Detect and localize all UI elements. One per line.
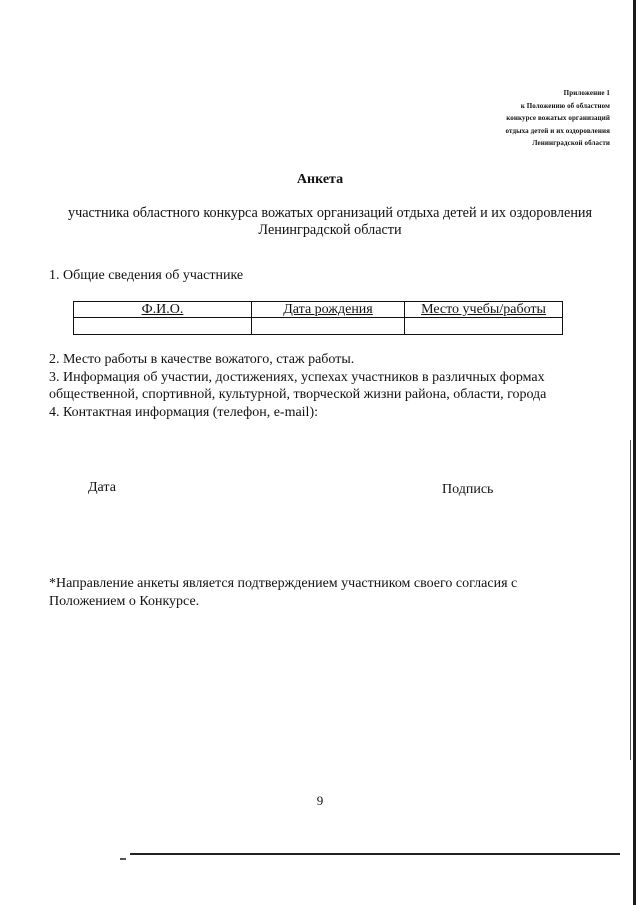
signature-label: Подпись (442, 482, 494, 497)
footnote (49, 575, 609, 611)
subtitle-line-1: участника областного конкурса вожатых организаций отдыха детей и их оздоровления (67, 205, 593, 221)
footnote-line-1: *Направление анкеты является подтверждением участником своего согласия с (49, 576, 518, 591)
table-row (74, 318, 563, 335)
subtitle-line-2: Ленинградской области (258, 222, 402, 238)
participant-info-table (73, 301, 563, 335)
form-items (49, 351, 609, 421)
column-header-label: Ф.И.О. (141, 302, 184, 317)
column-header-name (74, 302, 252, 318)
cell-birthdate[interactable] (252, 318, 405, 335)
date-label: Дата (88, 480, 116, 495)
section-heading-general-info: 1. Общие сведения об участнике (49, 268, 244, 283)
appendix-line: к Положению об областном (520, 101, 610, 110)
column-header-label: Место учебы/работы (421, 302, 546, 317)
cell-study-work[interactable] (405, 318, 563, 335)
form-subtitle (40, 205, 620, 239)
footnote-line-2: Положением о Конкурсе. (49, 594, 200, 609)
item-3-participation-line-1: 3. Информация об участии, достижениях, успехах участников в различных формах (49, 369, 545, 385)
scan-edge-line (633, 0, 636, 905)
appendix-line: Приложение 1 (563, 89, 610, 97)
column-header-birthdate (252, 302, 405, 318)
form-title: Анкета (296, 172, 344, 187)
scan-bottom-line (130, 853, 620, 855)
column-header-study-work (405, 302, 563, 318)
scan-bottom-mark (120, 858, 126, 860)
item-3-participation-line-2: общественной, спортивной, культурной, творческой жизни района, области, города (49, 387, 547, 402)
item-4-contact-info: 4. Контактная информация (телефон, e-mail): (49, 404, 319, 420)
item-2-work-experience: 2. Место работы в качестве вожатого, стаж работы. (49, 352, 355, 367)
table-header-row (74, 302, 563, 318)
cell-name[interactable] (74, 318, 252, 335)
appendix-line: Ленинградской области (532, 139, 610, 147)
scan-edge-shadow (630, 440, 631, 760)
page-number: 9 (316, 793, 324, 808)
appendix-line: конкурсе вожатых организаций (506, 114, 610, 122)
appendix-note (506, 87, 610, 150)
column-header-label: Дата рождения (283, 302, 373, 317)
appendix-line: отдыха детей и их оздоровления (505, 126, 610, 135)
